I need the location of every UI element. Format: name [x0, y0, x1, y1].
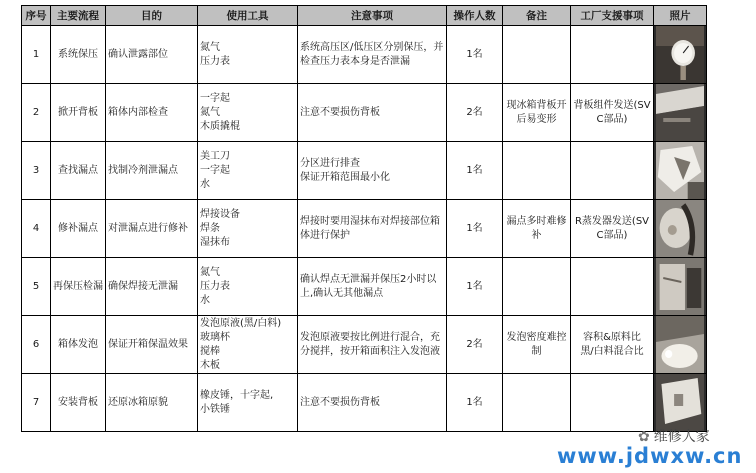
- cell-flow: 安装背板: [51, 374, 106, 432]
- cell-flow: 查找漏点: [51, 142, 106, 200]
- cell-flow: 修补漏点: [51, 200, 106, 258]
- cell-photo: [654, 84, 707, 142]
- cell-purpose: 确认泄露部位: [106, 26, 198, 84]
- header-support: 工厂支援事项: [571, 6, 654, 26]
- cell-no: 7: [22, 374, 51, 432]
- header-photo: 照片: [654, 6, 707, 26]
- cell-people: 1名: [447, 200, 503, 258]
- cell-remark: [503, 142, 571, 200]
- cell-tools: 橡皮锤，十字起, 小铁锤: [198, 374, 298, 432]
- cell-people: 1名: [447, 258, 503, 316]
- cell-tools: 氮气 压力表: [198, 26, 298, 84]
- cell-support: 容积&原料比 黑/白料混合比: [571, 316, 654, 374]
- header-notes: 注意事项: [298, 6, 447, 26]
- photo-pressure-recheck: [656, 258, 704, 315]
- header-purpose: 目的: [106, 6, 198, 26]
- cell-remark: [503, 258, 571, 316]
- cell-notes: 注意不要损伤背板: [298, 84, 447, 142]
- cell-photo: [654, 142, 707, 200]
- cell-people: 1名: [447, 142, 503, 200]
- table-row: [22, 142, 707, 200]
- cell-flow: 掀开背板: [51, 84, 106, 142]
- cell-support: [571, 374, 654, 432]
- table-row: [22, 26, 707, 84]
- cell-support: [571, 26, 654, 84]
- cell-notes: 系统高压区/低压区分别保压，并检查压力表本身是否泄漏: [298, 26, 447, 84]
- cell-tools: 焊接设备 焊条 湿抹布: [198, 200, 298, 258]
- cell-remark: 漏点多时难修补: [503, 200, 571, 258]
- cell-people: 1名: [447, 26, 503, 84]
- cell-photo: [654, 316, 707, 374]
- cell-flow: 箱体发泡: [51, 316, 106, 374]
- header-flow: 主要流程: [51, 6, 106, 26]
- cell-no: 3: [22, 142, 51, 200]
- cell-flow: 系统保压: [51, 26, 106, 84]
- cell-notes: 焊接时要用湿抹布对焊接部位箱体进行保护: [298, 200, 447, 258]
- cell-tools: 发泡原液(黑/白料) 玻璃杯 搅棒 木板: [198, 316, 298, 374]
- cell-notes: 分区进行排查 保证开箱范围最小化: [298, 142, 447, 200]
- cell-purpose: 确保焊接无泄漏: [106, 258, 198, 316]
- table-row: [22, 316, 707, 374]
- cell-no: 1: [22, 26, 51, 84]
- header-no: 序号: [22, 6, 51, 26]
- cell-photo: [654, 258, 707, 316]
- cell-notes: 确认焊点无泄漏并保压2小时以上,确认无其他漏点: [298, 258, 447, 316]
- cell-purpose: 箱体内部检查: [106, 84, 198, 142]
- photo-leak-search: [656, 142, 704, 199]
- photo-open-back-panel: [656, 84, 704, 141]
- watermark-brand: ✿ 维修人家: [638, 429, 710, 445]
- photo-pressure-gauge: [656, 26, 704, 83]
- cell-people: 2名: [447, 316, 503, 374]
- header-tools: 使用工具: [198, 6, 298, 26]
- table-header-row: [22, 6, 707, 26]
- cell-tools: 氮气 压力表 水: [198, 258, 298, 316]
- cell-support: [571, 142, 654, 200]
- cell-remark: [503, 26, 571, 84]
- cell-tools: 美工刀 一字起 水: [198, 142, 298, 200]
- cell-photo: [654, 26, 707, 84]
- cell-remark: 发泡密度难控制: [503, 316, 571, 374]
- cell-no: 4: [22, 200, 51, 258]
- cell-remark: [503, 374, 571, 432]
- cell-purpose: 保证开箱保温效果: [106, 316, 198, 374]
- cell-flow: 再保压检漏: [51, 258, 106, 316]
- photo-install-back-panel: [656, 374, 704, 431]
- cell-purpose: 对泄漏点进行修补: [106, 200, 198, 258]
- cell-people: 2名: [447, 84, 503, 142]
- cell-photo: [654, 200, 707, 258]
- cell-purpose: 找制冷剂泄漏点: [106, 142, 198, 200]
- cell-remark: 现冰箱背板开后易变形: [503, 84, 571, 142]
- cell-people: 1名: [447, 374, 503, 432]
- cell-no: 5: [22, 258, 51, 316]
- header-people: 操作人数: [447, 6, 503, 26]
- cell-no: 6: [22, 316, 51, 374]
- watermark-url: www.jdwxw.cn: [557, 444, 743, 468]
- header-remark: 备注: [503, 6, 571, 26]
- cell-support: R蒸发器发送(SVC部品): [571, 200, 654, 258]
- table-row: [22, 374, 707, 432]
- table-row: [22, 200, 707, 258]
- cell-notes: 发泡原液要按比例进行混合，充分搅拌，按开箱面积注入发泡液: [298, 316, 447, 374]
- cell-no: 2: [22, 84, 51, 142]
- wechat-icon: ✿: [638, 429, 650, 445]
- cell-support: [571, 258, 654, 316]
- table-row: [22, 258, 707, 316]
- cell-purpose: 还原冰箱原貌: [106, 374, 198, 432]
- photo-foaming: [656, 316, 704, 373]
- cell-photo: [654, 374, 707, 432]
- cell-support: 背板组件发送(SVC部品): [571, 84, 654, 142]
- cell-notes: 注意不要损伤背板: [298, 374, 447, 432]
- process-table: [21, 5, 707, 432]
- photo-welding: [656, 200, 704, 257]
- table-row: [22, 84, 707, 142]
- cell-tools: 一字起 氮气 木质撬棍: [198, 84, 298, 142]
